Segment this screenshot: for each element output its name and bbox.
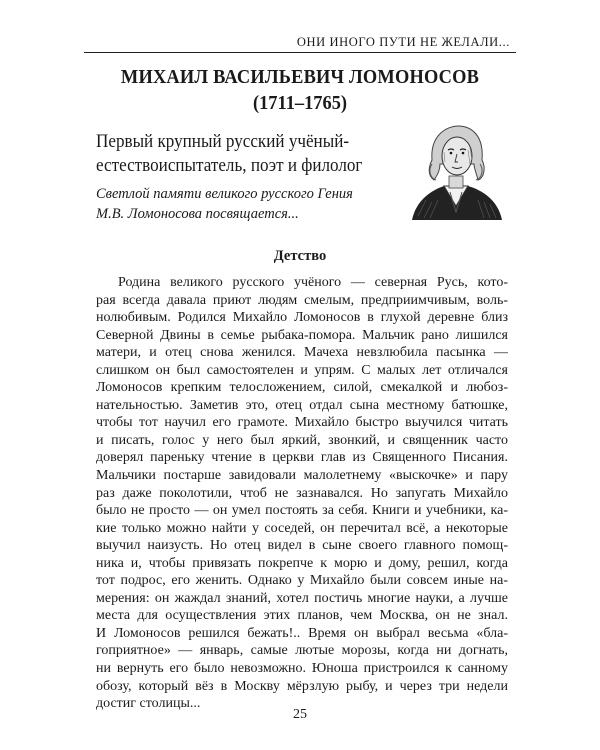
body-line: выучил наизусть. Но отец видел в сыне своего главного помощ- [96,538,508,554]
dedication-line: М.В. Ломоносова посвящается... [96,206,299,222]
running-head: ОНИ ИНОГО ПУТИ НЕ ЖЕЛАЛИ... [296,35,510,49]
body-line: мерения: он жаждал знаний, хотел постичь многие науки, а лучше [96,590,508,606]
portrait-face [442,137,472,175]
body-line: Мальчики постарше завидовали малолетнему «выскочке» и пару [96,468,508,484]
body-line: чтобы тот научил его грамоте. Михайло быстро выучился читать [96,415,508,431]
chapter-title [84,64,516,116]
body-line: обозу, который вёз в Москву мёрзлую рыбу, и через три недели [96,678,508,694]
body-line: Родина великого русского учёного — северная Русь, кото- [118,275,508,290]
chapter-title-years: (1711–1765) [252,92,348,114]
body-line: места для осуществления этих планов, чем Москва, он не знал. [96,608,508,624]
body-line: Северной Двины в семье рыбака-помора. Мальчик рано лишился [96,327,508,343]
lomonosov-portrait [404,120,508,220]
dedication [96,184,416,224]
body-line: ника и, чтобы привязать покрепче к морю и дому, решил, когда [96,555,508,571]
section-heading: Детство [273,248,327,264]
body-line: нолюбивым. Родился Михайло Ломоносов в глухой деревне близ [96,310,508,326]
subtitle-line: Первый крупный русский учёный- [96,131,350,152]
body-line: ни вернуть его было невозможно. Юноша пристроился к санному [96,661,508,677]
body-line: достиг столицы... [96,696,201,712]
body-line: рая всегда давала приют людям смелым, предприимчивым, воль- [96,292,508,308]
chapter-title-name: МИХАИЛ ВАСИЛЬЕВИЧ ЛОМОНОСОВ [120,66,480,88]
body-line: матери, и отец снова женился. Мачеха невзлюбила пасынка — [96,345,508,361]
subtitle-line: естествоиспытатель, поэт и филолог [96,155,363,176]
body-paragraph [96,274,508,713]
running-head-rule [84,52,516,53]
body-line: и писать, голос у него был яркий, звонкий, и священник часто [96,432,508,448]
chapter-subtitle [96,130,384,178]
body-line: И Ломоносов решился бежать!.. Время он выбрал весьма «бла- [96,625,508,641]
body-line: Ломоносов крепким телосложением, силой, смекалкой и любоз- [96,380,508,396]
body-line: гоприятное» — январь, самые лютые морозы, когда ни догнать, [96,643,508,659]
body-line: доверял пареньку чтение в церкви глав из Священного Писания. [96,450,508,466]
body-line: раз даже поколотили, чтоб не зазнавался. Но запугать Михайло [96,485,508,501]
page-number: 25 [293,707,307,722]
dedication-line: Светлой памяти великого русского Гения [96,186,353,202]
body-line: нательностью. Заметив это, отец отдал сына местному батюшке, [96,397,508,413]
body-line: тот подрос, его женить. Однако у Михайло были совсем иные на- [96,573,508,589]
body-line: кие только можно найти у соседей, он перечитал всё, а некоторые [96,520,508,536]
body-line: слишком он был самостоятелен и упрям. С малых лет отличался [96,362,508,378]
body-line: было не просто — он умел постоять за себя. Книги и учебники, ка- [96,503,508,519]
